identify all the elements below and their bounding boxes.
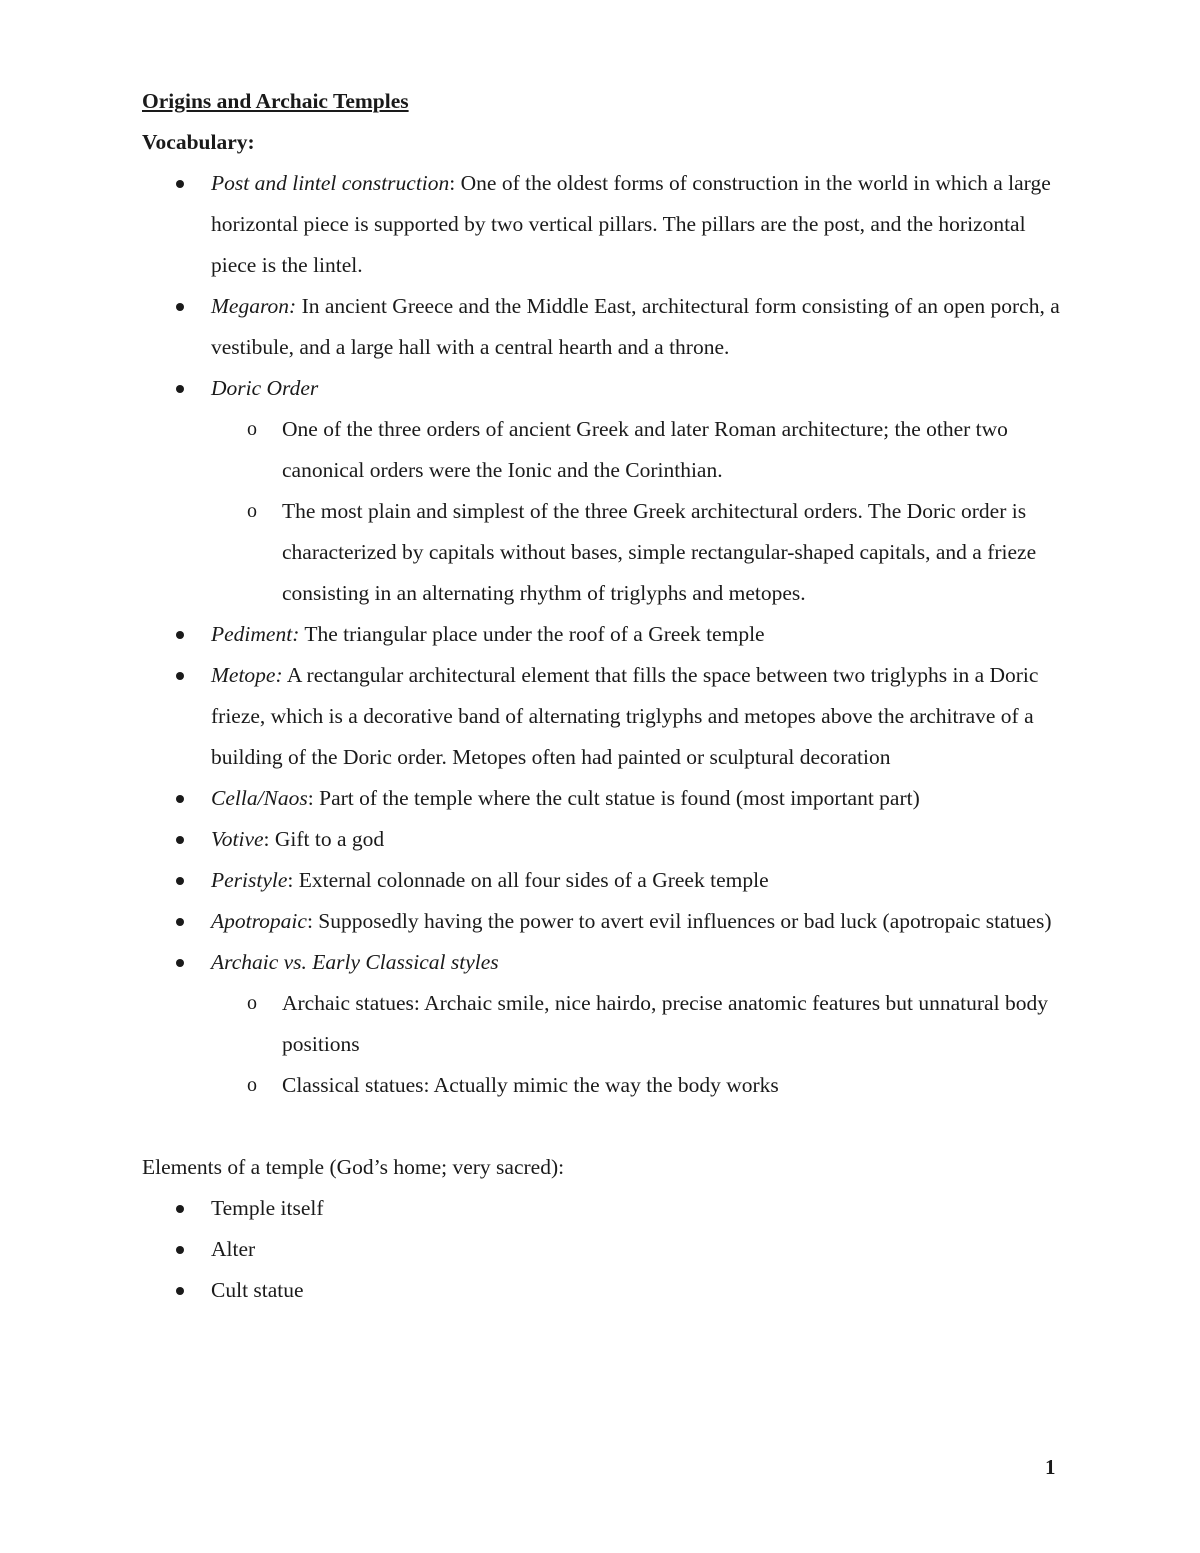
term: Cella/Naos xyxy=(211,786,308,810)
vocabulary-list xyxy=(142,163,1072,1106)
term: Votive xyxy=(211,827,264,851)
elements-list xyxy=(142,1188,1072,1311)
list-item xyxy=(142,655,1072,778)
list-item xyxy=(142,778,1072,819)
bullet-icon xyxy=(176,836,184,844)
term: Apotropaic xyxy=(211,909,307,933)
bullet-icon xyxy=(176,1287,184,1295)
list-item xyxy=(142,1270,1072,1311)
list-item xyxy=(142,614,1072,655)
definition: In ancient Greece and the Middle East, architectural form consisting of an open porch, a vestibule, and a large hall with a central hearth and a throne. xyxy=(211,294,1060,359)
bullet-icon xyxy=(176,1205,184,1213)
term: Doric Order xyxy=(211,376,319,400)
bullet-icon xyxy=(176,385,184,393)
sub-list-item xyxy=(211,983,1072,1065)
term: Peristyle xyxy=(211,868,288,892)
sub-list-item xyxy=(211,491,1072,614)
term: Pediment: xyxy=(211,622,300,646)
definition: : Supposedly having the power to avert evil influences or bad luck (apotropaic statues) xyxy=(306,909,1052,933)
bullet-icon xyxy=(176,918,184,926)
elements-section xyxy=(142,1147,1072,1311)
sub-list xyxy=(211,409,1072,614)
sub-list-item xyxy=(211,409,1072,491)
bullet-icon xyxy=(176,631,184,639)
page-title: Origins and Archaic Temples xyxy=(142,89,409,113)
definition: A rectangular architectural element that fills the space between two triglyphs in a Doric frieze, which is a decorative band of alternating triglyphs and metopes above the architrave of a building of the Doric order. Metopes often had painted or sculptural decoration xyxy=(211,663,1039,769)
definition: : One of the oldest forms of construction in the world in which a large horizontal piece is supported by two vertical pillars. The pillars are the post, and the horizontal piece is the lintel. xyxy=(211,171,1051,277)
list-item xyxy=(142,286,1072,368)
definition: : External colonnade on all four sides of a Greek temple xyxy=(287,868,769,892)
list-item xyxy=(142,942,1072,1106)
bullet-icon xyxy=(176,795,184,803)
bullet-icon xyxy=(176,877,184,885)
list-item xyxy=(142,901,1072,942)
list-item xyxy=(142,860,1072,901)
circle-bullet-icon: o xyxy=(247,992,257,1014)
page-content xyxy=(142,81,1072,1311)
vocabulary-heading: Vocabulary: xyxy=(142,130,255,154)
list-item xyxy=(142,163,1072,286)
circle-bullet-icon: o xyxy=(247,1074,257,1096)
bullet-icon xyxy=(176,303,184,311)
term: Metope: xyxy=(211,663,283,687)
definition: : Gift to a god xyxy=(263,827,385,851)
list-item xyxy=(142,819,1072,860)
item-text: Alter xyxy=(211,1237,256,1261)
sub-item-text: Classical statues: Actually mimic the way the body works xyxy=(282,1073,779,1097)
item-text: Cult statue xyxy=(211,1278,304,1302)
bullet-icon xyxy=(176,959,184,967)
term: Archaic vs. Early Classical styles xyxy=(211,950,499,974)
bullet-icon xyxy=(176,1246,184,1254)
sub-list xyxy=(211,983,1072,1106)
list-item xyxy=(142,368,1072,614)
sub-item-text: Archaic statues: Archaic smile, nice hairdo, precise anatomic features but unnatural body positions xyxy=(282,991,1048,1056)
term: Megaron: xyxy=(211,294,297,318)
sub-item-text: The most plain and simplest of the three Greek architectural orders. The Doric order is characterized by capitals without bases, simple rectangular-shaped capitals, and a frieze consisting in an alternating rhythm of triglyphs and metopes. xyxy=(282,499,1037,605)
circle-bullet-icon: o xyxy=(247,500,257,522)
list-item xyxy=(142,1188,1072,1229)
definition: : Part of the temple where the cult statue is found (most important part) xyxy=(307,786,920,810)
bullet-icon xyxy=(176,180,184,188)
circle-bullet-icon: o xyxy=(247,418,257,440)
sub-list-item xyxy=(211,1065,1072,1106)
item-text: Temple itself xyxy=(211,1196,324,1220)
elements-intro: Elements of a temple (God’s home; very sacred): xyxy=(142,1155,565,1179)
list-item xyxy=(142,1229,1072,1270)
page-number: 1 xyxy=(1045,1455,1056,1479)
sub-item-text: One of the three orders of ancient Greek and later Roman architecture; the other two canonical orders were the Ionic and the Corinthian. xyxy=(282,417,1008,482)
definition: The triangular place under the roof of a Greek temple xyxy=(299,622,765,646)
bullet-icon xyxy=(176,672,184,680)
term: Post and lintel construction xyxy=(211,171,450,195)
